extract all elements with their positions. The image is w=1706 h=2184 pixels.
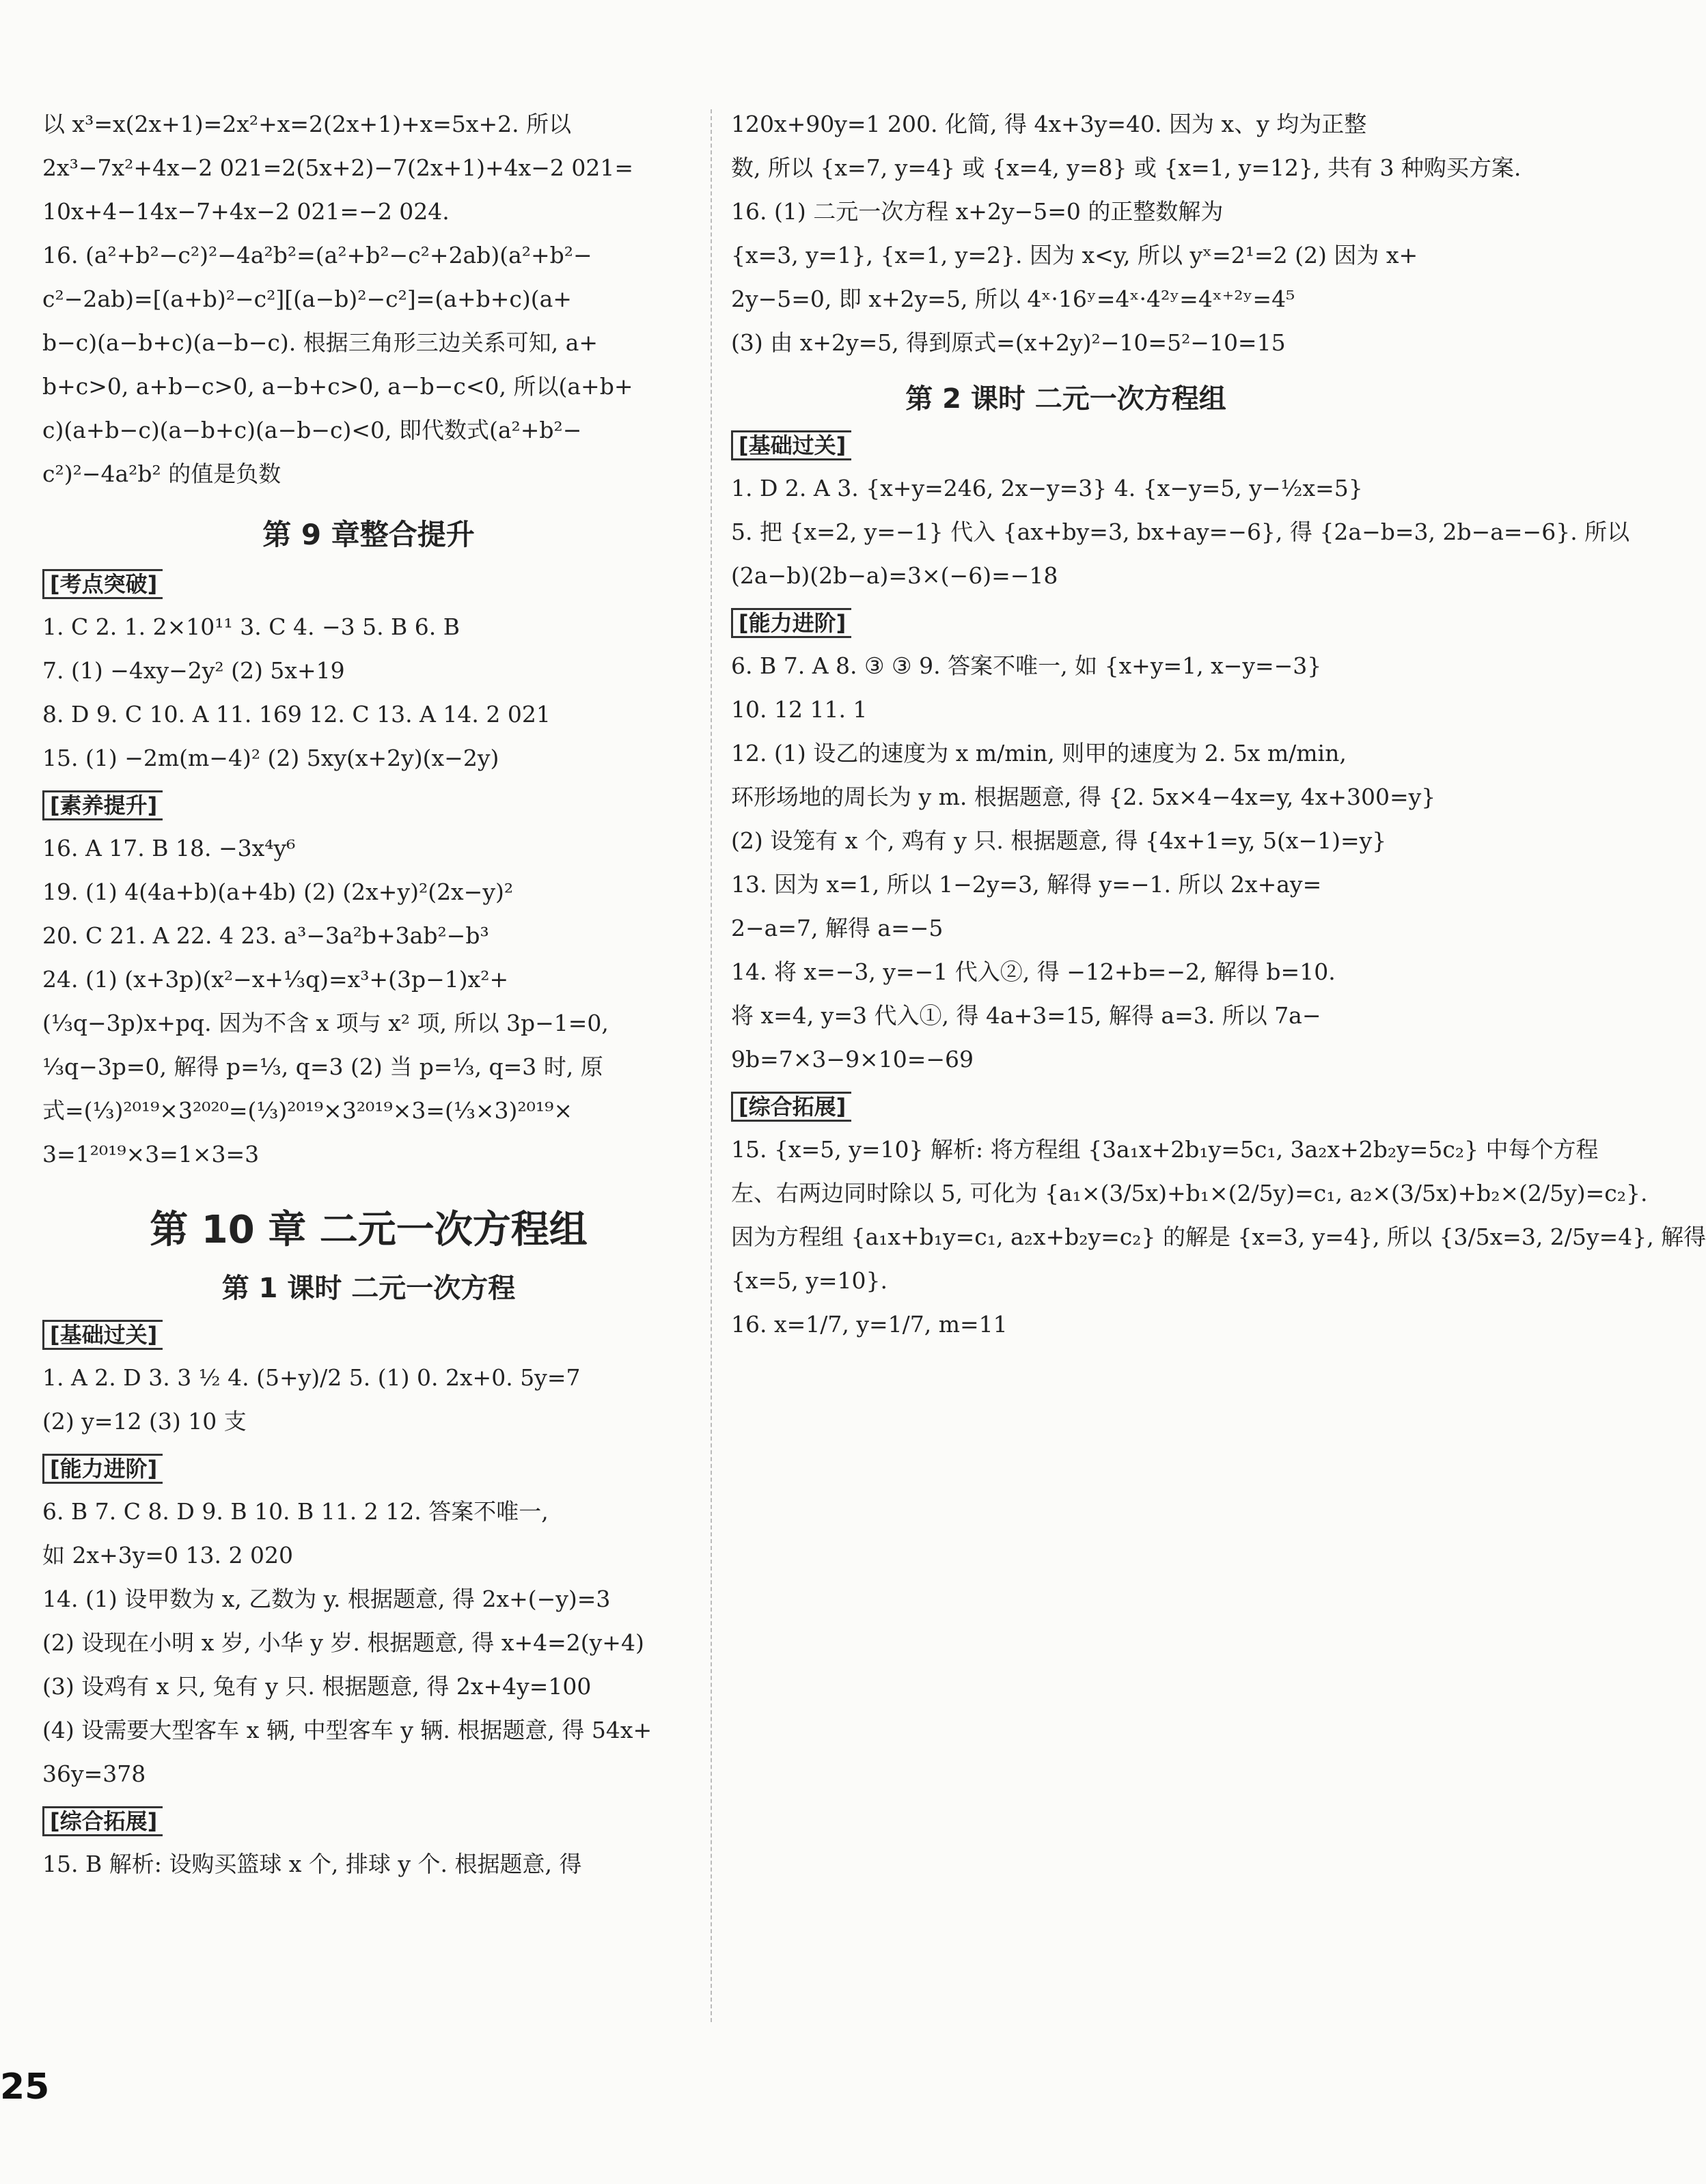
answer-line: 左、右两边同时除以 5, 可化为 {a₁×(3/5x)+b₁×(2/5y)=c₁, a₂×(3/5x)+b₂×(2/5y)=c₂}.: [731, 1180, 1648, 1206]
answer-line: 6. B 7. C 8. D 9. B 10. B 11. 2 12. 答案不唯一,: [42, 1498, 549, 1525]
answer-line: (4) 设需要大型客车 x 辆, 中型客车 y 辆. 根据题意, 得 54x+: [42, 1717, 652, 1743]
text-line: 以 x³=x(2x+1)=2x²+x=2(2x+1)+x=5x+2. 所以: [42, 111, 572, 137]
section-label-jichu2: [731, 424, 1401, 467]
text-line: b+c>0, a+b−c>0, a−b+c>0, a−b−c<0, 所以(a+b+: [42, 373, 633, 400]
section-label-zonghe1: [42, 1800, 695, 1842]
answer-line: 将 x=4, y=3 代入①, 得 4a+3=15, 解得 a=3. 所以 7a−: [731, 1002, 1321, 1029]
text-line: (3) 由 x+2y=5, 得到原式=(x+2y)²−10=5²−10=15: [731, 329, 1286, 356]
left-block-f: [42, 1842, 695, 1886]
answer-line: (⅓q−3p)x+pq. 因为不含 x 项与 x² 项, 所以 3p−1=0,: [42, 1010, 609, 1036]
right-block-c: [731, 644, 1436, 1081]
left-column: [42, 102, 695, 1886]
left-block-b: [42, 605, 695, 780]
section-label-suyang: [42, 784, 695, 827]
text-line: b−c)(a−b+c)(a−b−c). 根据三角形三边关系可知, a+: [42, 329, 599, 356]
answer-line: 3=1²⁰¹⁹×3=1×3=3: [42, 1141, 260, 1167]
text-line: 16. (1) 二元一次方程 x+2y−5=0 的正整数解为: [731, 198, 1224, 225]
answer-line: 10. 12 11. 1: [731, 696, 868, 723]
text-line: c²−2ab)=[(a+b)²−c²][(a−b)²−c²]=(a+b+c)(a+: [42, 286, 572, 312]
lesson1-title: 第 1 课时 二元一次方程: [221, 1273, 516, 1304]
answer-line: 19. (1) 4(4a+b)(a+4b) (2) (2x+y)²(2x−y)²: [42, 879, 514, 905]
answer-line: 36y=378: [42, 1760, 146, 1787]
answer-line: 6. B 7. A 8. ③ ③ 9. 答案不唯一, 如 {x+y=1, x−y=−3}: [731, 652, 1322, 679]
text-line: 16. (a²+b²−c²)²−4a²b²=(a²+b²−c²+2ab)(a²+b²−: [42, 242, 592, 268]
left-block-c: [42, 827, 695, 1176]
right-block-b: [731, 467, 1630, 598]
page-number: 25: [0, 2066, 50, 2107]
answer-line: 1. C 2. 1. 2×10¹¹ 3. C 4. −3 5. B 6. B: [42, 613, 460, 640]
section-label-nengli1: [42, 1448, 695, 1490]
right-block-d: [731, 1128, 1706, 1346]
answer-line: 2−a=7, 解得 a=−5: [731, 915, 944, 941]
section-label-text: [考点突破]: [42, 569, 163, 599]
text-line: 10x+4−14x−7+4x−2 021=−2 024.: [42, 198, 450, 225]
left-block-a: [42, 102, 695, 496]
answer-line: 20. C 21. A 22. 4 23. a³−3a²b+3ab²−b³: [42, 922, 489, 949]
text-line: {x=3, y=1}, {x=1, y=2}. 因为 x<y, 所以 yˣ=2¹=2 (2) 因为 x+: [731, 242, 1418, 268]
section-label-text: [综合拓展]: [731, 1092, 851, 1122]
section-label-text: [素养提升]: [42, 790, 163, 820]
section-label-kaodian: [42, 563, 695, 605]
answer-line: 1. D 2. A 3. {x+y=246, 2x−y=3} 4. {x−y=5, y−½x=5}: [731, 475, 1363, 501]
answer-line: (2a−b)(2b−a)=3×(−6)=−18: [731, 562, 1058, 589]
right-block-a: [731, 102, 1522, 365]
section-label-text: [基础过关]: [731, 430, 851, 460]
text-line: 数, 所以 {x=7, y=4} 或 {x=4, y=8} 或 {x=1, y=12}, 共有 3 种购买方案.: [731, 154, 1522, 181]
answer-line: 15. {x=5, y=10} 解析: 将方程组 {3a₁x+2b₁y=5c₁, 3a₂x+2b₂y=5c₂} 中每个方程: [731, 1136, 1599, 1163]
answer-line: (2) 设现在小明 x 岁, 小华 y 岁. 根据题意, 得 x+4=2(y+4): [42, 1629, 644, 1656]
answer-line: 14. 将 x=−3, y=−1 代入②, 得 −12+b=−2, 解得 b=10.: [731, 958, 1336, 985]
text-line: 2x³−7x²+4x−2 021=2(5x+2)−7(2x+1)+4x−2 021=: [42, 154, 634, 181]
right-column: [731, 102, 1706, 1346]
answer-line: 7. (1) −4xy−2y² (2) 5x+19: [42, 657, 345, 684]
answer-line: 24. (1) (x+3p)(x²−x+⅓q)=x³+(3p−1)x²+: [42, 966, 509, 993]
answer-line: 环形场地的周长为 y m. 根据题意, 得 {2. 5x×4−4x=y, 4x+300=y}: [731, 784, 1436, 810]
answer-line: 9b=7×3−9×10=−69: [731, 1046, 974, 1073]
text-line: c)(a+b−c)(a−b+c)(a−b−c)<0, 即代数式(a²+b²−: [42, 417, 582, 443]
lesson2-title: 第 2 课时 二元一次方程组: [905, 383, 1226, 415]
answer-line: 因为方程组 {a₁x+b₁y=c₁, a₂x+b₂y=c₂} 的解是 {x=3, y=4}, 所以 {3/5x=3, 2/5y=4}, 解得: [731, 1224, 1706, 1250]
answer-line: 14. (1) 设甲数为 x, 乙数为 y. 根据题意, 得 2x+(−y)=3: [42, 1586, 611, 1612]
section-label-text: [综合拓展]: [42, 1806, 163, 1836]
answer-line: 如 2x+3y=0 13. 2 020: [42, 1542, 293, 1568]
answer-line: 15. (1) −2m(m−4)² (2) 5xy(x+2y)(x−2y): [42, 745, 499, 771]
text-line: 120x+90y=1 200. 化简, 得 4x+3y=40. 因为 x、y 均为正整: [731, 111, 1367, 137]
section-label-text: [基础过关]: [42, 1320, 163, 1350]
answer-line: (3) 设鸡有 x 只, 兔有 y 只. 根据题意, 得 2x+4y=100: [42, 1673, 592, 1700]
answer-line: (2) 设笼有 x 个, 鸡有 y 只. 根据题意, 得 {4x+1=y, 5(x−1)=y}: [731, 827, 1387, 854]
section-label-text: [能力进阶]: [731, 608, 851, 638]
answer-line: 式=(⅓)²⁰¹⁹×3²⁰²⁰=(⅓)²⁰¹⁹×3²⁰¹⁹×3=(⅓×3)²⁰¹⁹×: [42, 1097, 573, 1124]
section-label-jichu1: [42, 1314, 695, 1356]
column-divider: [711, 109, 712, 2022]
left-block-e: [42, 1490, 695, 1796]
answer-line: 15. B 解析: 设购买篮球 x 个, 排球 y 个. 根据题意, 得: [42, 1851, 582, 1877]
answer-line: 12. (1) 设乙的速度为 x m/min, 则甲的速度为 2. 5x m/min,: [731, 740, 1347, 766]
section-label-text: [能力进阶]: [42, 1454, 163, 1484]
answer-line: (2) y=12 (3) 10 支: [42, 1408, 247, 1435]
text-line: 2y−5=0, 即 x+2y=5, 所以 4ˣ·16ʸ=4ˣ·4²ʸ=4ˣ⁺²ʸ=4⁵: [731, 286, 1295, 312]
section-label-zonghe2: [731, 1086, 1401, 1128]
text-line: c²)²−4a²b² 的值是负数: [42, 460, 281, 487]
left-block-d: [42, 1356, 695, 1443]
answer-line: 1. A 2. D 3. 3 ½ 4. (5+y)/2 5. (1) 0. 2x+0. 5y=7: [42, 1364, 581, 1391]
answer-line: {x=5, y=10}.: [731, 1267, 888, 1294]
answer-line: 13. 因为 x=1, 所以 1−2y=3, 解得 y=−1. 所以 2x+ay=: [731, 871, 1322, 898]
chapter9-title: 第 9 章整合提升: [262, 518, 475, 551]
answer-line: 16. x=1/7, y=1/7, m=11: [731, 1311, 1008, 1338]
answer-line: 16. A 17. B 18. −3x⁴y⁶: [42, 835, 296, 861]
answer-line: 5. 把 {x=2, y=−1} 代入 {ax+by=3, bx+ay=−6}, 得 {2a−b=3, 2b−a=−6}. 所以: [731, 519, 1630, 545]
answer-line: 8. D 9. C 10. A 11. 169 12. C 13. A 14. 2 021: [42, 701, 551, 728]
chapter10-title: 第 10 章 二元一次方程组: [150, 1208, 588, 1252]
section-label-nengli2: [731, 602, 1401, 644]
answer-line: ⅓q−3p=0, 解得 p=⅓, q=3 (2) 当 p=⅓, q=3 时, 原: [42, 1053, 603, 1080]
